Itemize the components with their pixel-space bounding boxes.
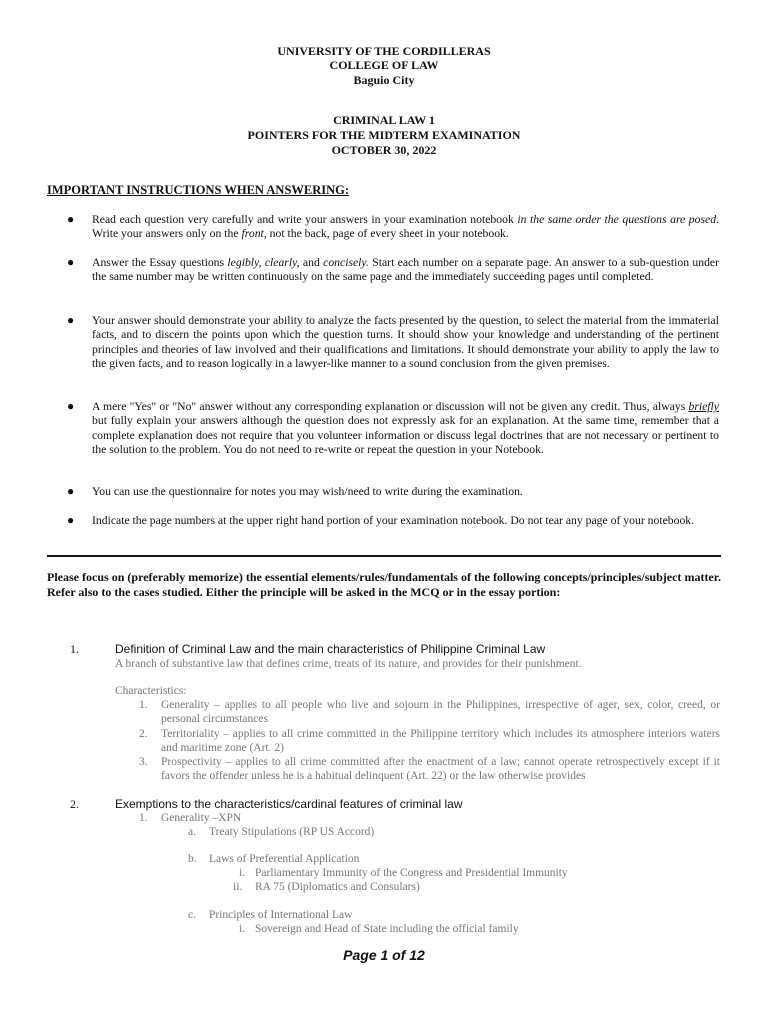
exemption-ra75: RA 75 (Diplomatics and Consulars) (255, 881, 420, 893)
criminal-law-definition: A branch of substantive law that defines crime, treats of its nature, and provides for their punishment. (115, 658, 582, 670)
instruction-text: and (299, 256, 324, 269)
list-letter: b. (188, 853, 197, 865)
exemption-sovereign: Sovereign and Head of State including the official family (255, 923, 519, 935)
list-letter: c. (188, 909, 196, 921)
course-title: CRIMINAL LAW 1 (333, 113, 435, 127)
instruction-text: not the back, page of every sheet in your notebook. (266, 227, 509, 241)
instruction-text: Start each number on a separate page. An answer to a sub-question under the same number may be written continuously on the same page and the immediately succeeding pages until completed. (92, 256, 720, 284)
college-name: COLLEGE OF LAW (329, 58, 439, 72)
instruction-emphasis: in the same order the questions are posed. (517, 213, 719, 226)
exemption-generality: Generality –XPN (161, 812, 242, 824)
instruction-item-1 (92, 213, 719, 242)
instruction-item-5: You can use the questionnaire for notes you may wish/need to write during the examination. (92, 485, 523, 498)
instruction-item-2 (92, 256, 719, 285)
list-roman: ii. (233, 881, 243, 893)
item-2-title: Exemptions to the characteristics/cardinal features of criminal law (115, 797, 463, 811)
instruction-item-4 (92, 400, 719, 457)
instruction-text: A mere "Yes" or "No" answer without any corresponding explanation or discussion will not be given any credit. Thus, always (92, 400, 689, 413)
exam-date: OCTOBER 30, 2022 (331, 143, 437, 157)
exemption-parliamentary-immunity: Parliamentary Immunity of the Congress and Presidential Immunity (255, 867, 568, 879)
bullet-icon: ● (67, 513, 75, 527)
bullet-icon: ● (67, 212, 75, 226)
instruction-text: Write your answers only on the (92, 227, 242, 241)
page-number: Page 1 of 12 (343, 947, 425, 963)
instruction-emphasis: front, (241, 227, 267, 241)
characteristic-territoriality: Territoriality – applies to all crime committed in the Philippine territory which includes its atmosphere interiors waters and maritime zone (Art. 2) (161, 728, 720, 755)
instruction-text: Answer the Essay questions (92, 256, 228, 269)
exemption-treaty-stipulations: Treaty Stipulations (RP US Accord) (209, 826, 375, 838)
focus-note: Please focus on (preferably memorize) the essential elements/rules/fundamentals of the following concepts/principles/subject matter. Refer also to the cases studied. Either the principle will be asked in the MCQ or in the essay portion: (47, 570, 721, 599)
item-1-title: Definition of Criminal Law and the main characteristics of Philippine Criminal Law (115, 642, 546, 656)
list-number: 3. (139, 756, 148, 768)
instructions-heading: IMPORTANT INSTRUCTIONS WHEN ANSWERING: (47, 183, 350, 197)
item-number: 1. (70, 642, 79, 656)
characteristic-generality: Generality – applies to all people who live and sojourn in the Philippines, irrespective of ager, sex, color, creed, or personal circumstances (161, 699, 720, 726)
characteristics-label: Characteristics: (115, 685, 187, 697)
exam-pointers-title: POINTERS FOR THE MIDTERM EXAMINATION (247, 128, 521, 142)
instruction-emphasis: legibly, clearly, (227, 256, 300, 269)
instruction-item-6: Indicate the page numbers at the upper right hand portion of your examination notebook. Do not tear any page of your notebook. (92, 514, 695, 527)
instruction-text: Read each question very carefully and write your answers in your examination notebook (92, 213, 518, 226)
bullet-icon: ● (67, 255, 75, 269)
university-name: UNIVERSITY OF THE CORDILLERAS (277, 44, 491, 58)
instruction-emphasis: briefly (688, 400, 719, 413)
instruction-text: but fully explain your answers although the question does not expressly ask for an explanation. At the same time, remember that a complete explanation does not require that you volunteer information or discuss legal doctrines that are not necessary or pertinent to the solution to the problem. You do not need to re-write or repeat the question in your Notebook. (92, 414, 719, 456)
exemption-international-law: Principles of International Law (209, 909, 353, 921)
instruction-emphasis: concisely. (323, 256, 369, 269)
list-roman: i. (239, 923, 246, 935)
bullet-icon: ● (67, 484, 75, 498)
characteristic-prospectivity: Prospectivity – applies to all crime committed after the enactment of a law; cannot operate retrospectively except if it favors the offender unless he is a habitual delinquent (Art. 22) or the law otherwise provides (161, 756, 720, 783)
list-roman: i. (239, 867, 246, 879)
section-divider (47, 555, 721, 557)
list-letter: a. (188, 826, 196, 838)
exemption-preferential-laws: Laws of Preferential Application (209, 853, 360, 865)
item-number: 2. (70, 797, 79, 811)
instruction-item-3: Your answer should demonstrate your ability to analyze the facts presented by the question, to select the material from the immaterial facts, and to discern the points upon which the question turns. It should show your knowledge and understanding of the pertinent principles and theories of law involved and their qualifications and limitations. It should demonstrate your ability to apply the law to the given facts, and to reason logically in a lawyer-like manner to a sound conclusion from the given premises. (92, 314, 719, 370)
bullet-icon: ● (67, 313, 75, 327)
list-number: 1. (139, 699, 148, 711)
city-name: Baguio City (353, 73, 415, 87)
list-number: 1. (139, 812, 148, 824)
list-number: 2. (139, 728, 148, 740)
bullet-icon: ● (67, 399, 75, 413)
